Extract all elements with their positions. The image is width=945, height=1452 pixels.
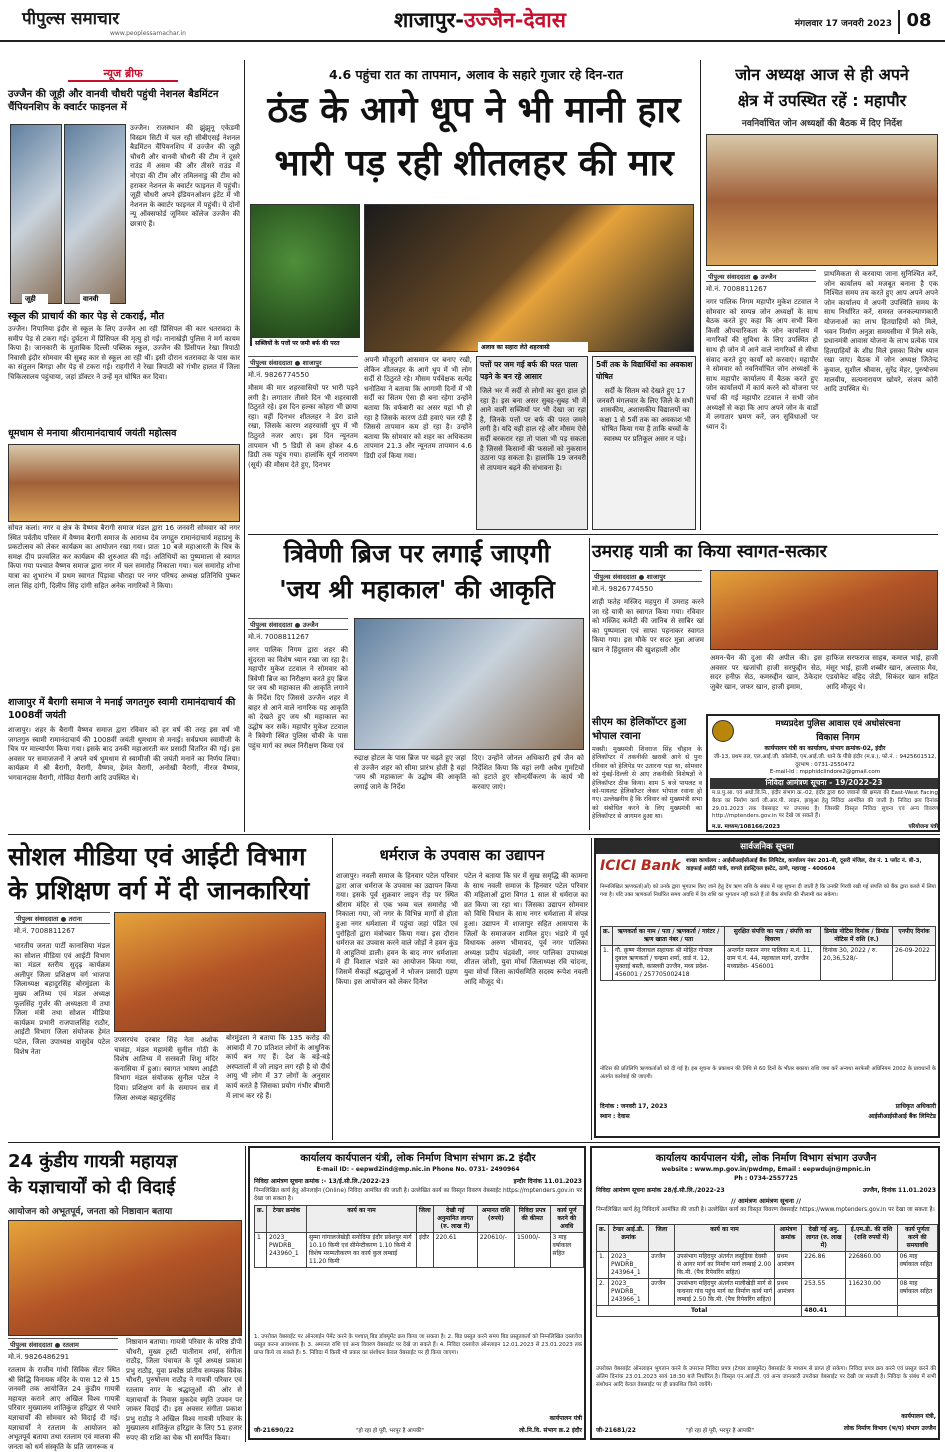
indore-tender-date: इन्दौर दिनांक 11.01.2023: [513, 1178, 582, 1185]
ujjain-tender-table: [596, 1224, 938, 1317]
icici-cell: 1.: [601, 946, 613, 981]
zone-subhead: नवनिर्वाचित जोन अध्यक्षों की बैठक में दिए निर्देश: [741, 119, 903, 129]
social-body-col2: उपसरपंच दरबार सिंह नेता अशोक चावड़ा, मंडल महामंत्री सुनील गोठी के विशेष आतिथ्य में सरस्वती शिशु मंदिर कनासिया में हुआ। स्वागत भाषण आईटी विभाग मंडल संयोजक सुनील पटेल ने दिया। प्रशिक्षण वर्ग के समापन सत्र में जिला अध्यक्ष बहादुरसिंह: [114, 1036, 218, 1102]
table-row: [255, 1233, 584, 1268]
ujjain-cell: 06 माह वर्षाकाल सहित: [897, 1252, 937, 1279]
ujjain-tender-table-wrap: [596, 1224, 938, 1364]
section-title-main: शाजापुर-: [394, 8, 464, 32]
brief-label: न्यूज ब्रीफ: [68, 66, 178, 82]
indore-tender-intro: निम्नलिखित कार्य हेतु ऑनलाईन (Online) निविदा आमंत्रित की जाती है। उल्लेखित कार्य का विस्तृत विवरण वेबसाईट https://mptenders.gov.in पर देखा जा सकता है।: [254, 1188, 582, 1202]
indore-tender-footer-mid: "हो रहा हो पूरी, भरपूर है आपकी": [355, 1428, 425, 1434]
indore-cell: 3 माह वर्षाकाल सहित: [550, 1233, 584, 1268]
divider-gayatri-right: [245, 1146, 246, 1442]
icici-header-cell: सुरक्षित संपत्ति का पता / संपत्ति का विवरण: [725, 927, 821, 946]
triveni-body-col2: रुद्राक्ष होटल के पास ब्रिज पर चढ़ते हुए जहां से उज्जैन शहर को सीमा प्रारंभ होती है वहां 'जय श्री महाकाल' के उद्घोष की आकृति लगाई जाने के निर्देश: [354, 754, 466, 791]
icici-public-notice: [594, 838, 940, 1138]
ujjain-cell: 226860.00: [846, 1252, 897, 1279]
gayatri-mobile: मो.नं. 9826486291: [8, 1353, 70, 1361]
badminton-photo-2: [64, 124, 126, 304]
icici-date: दिनांक : जनवरी 17, 2023: [600, 1103, 668, 1110]
icici-logo: ICICI Bank: [600, 858, 681, 874]
lead-kicker: 4.6 पहुंचा रात का तापमान, अलाव के सहारे गुजार रहे दिन-रात: [329, 67, 623, 82]
ujjain-total-empty: [846, 1306, 897, 1317]
lead-headline-1: ठंड के आगे धूप ने भी मानी हार: [267, 90, 681, 131]
helicopter-story: [592, 716, 702, 830]
indore-cell: 1: [255, 1233, 267, 1268]
icici-body: निम्नलिखित ऋणकर्ता(ओं) को उनके द्वारा भुगतान किए जाने हेतु देय ऋण राशि के संबंध में यह सूचना दी जाती है कि उनकी गिरवी रखी गई संपत्ति को बैंक द्वारा कब्जे में लिया गया है। यदि उक्त ऋणकर्ता निर्धारित समय अवधि में देय राशि का भुगतान नहीं करते हैं तो बैंक संपत्ति की नीलामी कर सकेगा।: [600, 884, 936, 898]
ujjain-cell: 2023_ PWDRB_ 243966_1: [609, 1279, 649, 1306]
indore-cell: इंदौर: [417, 1233, 434, 1268]
icici-cell: गौ. क़ृष्ण नीलाचल सहायक श्री मोहित गोपाल दुबाल ऋणकर्ता / चन्द्रमा शर्मा, वार्ड नं. 12, सुक्ताई बस्ती, कास्लवी उज्जैन, मध्य प्रदेश- 456001 / 257705002418: [613, 946, 725, 981]
paper-website: www.peoplessamachar.in: [110, 30, 186, 37]
brief-item1-body: उज्जैन। राजस्थान की झुंझुनू एकेडमी विस्डम सिटी में चल रही सीबीएसई नेशनल बैडमिंटन चैंपियनशिप में उज्जैन की जूही चौधरी और वानवी चौधरी की टीम ने दूसरे राउंड में असम की और तीसरे राउंड में नोएडा की टीम और तमिलनाडु की टीम को हराकर नेशनल के क्वार्टर फाइनल में पहुंची। जूही चौधरी अपने इंडियनओशन इंटेंट में भी नेशनल के क्वार्टर फाइनल में पहुंची। ये दोनों न्यू ऑक्सफोर्ड जूनियर कॉलेज उज्जैन की छात्राएं हैं।: [130, 124, 240, 228]
triveni-bridge-photo: [354, 618, 584, 750]
school-holiday-infobox: [592, 356, 696, 530]
indore-header-cell: टेन्डर क्रमांक: [267, 1206, 307, 1233]
indore-cell: 220610/-: [477, 1233, 514, 1268]
icici-table-header: [601, 927, 936, 946]
ujjain-cell: 253.55: [802, 1279, 846, 1306]
ujjain-cell: 08 माह वर्षाकाल सहित: [897, 1279, 937, 1306]
indore-tender-footer-right: लो.नि.वि. संभाग क्र.2 इंदौर: [519, 1427, 582, 1434]
icici-table: [600, 926, 936, 981]
ujjain-tender-subtitle: // आमंत्रण आमंत्रण सूचना //: [731, 1197, 801, 1205]
police-ad-office: कार्यपालन यंत्री का कार्यालय, संभाग क्रमांक-02, इंदौर: [764, 745, 886, 752]
icici-header-cell: ऋणकर्ता का नाम / पता / ऋणकर्ता / गारंटर / ऋण खाता नंबर / पता: [613, 927, 725, 946]
school-holiday-headline: 5वीं तक के विद्यार्थियों का अवकाश घोषित: [596, 360, 693, 381]
icici-banner: सार्वजनिक सूचना: [596, 840, 938, 854]
divider-lead-bottom: [248, 534, 938, 535]
gayatri-headline-1: 24 कुंडीय गायत्री महायज्ञ: [8, 1151, 178, 1172]
ujjain-cell: प्रथम आमंत्रण: [775, 1252, 802, 1279]
social-body-col1: भारतीय जनता पार्टी कानासिया मंडल का सोशल मीडिया एवं आईटी विभाग का मंडल स्तरीय सुदृढ़ कार्यक्रम अलीपुर जिला प्रशिक्षण वर्ग भाजपा जिलाध्यक्ष बहादुरसिंह बोरमुंडला के मुख्य अतिथ्य एवं मंडल अध्यक्ष फूलसिंह गुर्जर की अध्यक्षता में तथा जिला मंत्री तथा सोशल मीडिया कार्यक्रम प्रभारी राजपालसिंह राठौर, आईटी विभाग जिला संयोजक हेमंत पटेल, जिला उपाध्यक्ष वासुदेव पटेल विशेष नेता: [14, 942, 110, 1056]
ujjain-total-label: Total: [597, 1306, 802, 1317]
umrah-photo: [710, 570, 938, 650]
indore-tender-footer-left: जी-21690/22: [254, 1427, 294, 1434]
lead-byline: पीपुल्स संवाददाता ● शाजापुर: [248, 356, 358, 368]
police-ad-footer-left: म.प्र. माध्यम/108166/2023: [712, 824, 781, 830]
table-row: [601, 946, 936, 981]
ujjain-cell: 1.: [597, 1252, 609, 1279]
paper-logo: पीपुल्स समाचार: [22, 9, 120, 29]
gayatri-body-col2: निष्ठावान बताया। गायत्री परिवार के वरिष्ठ डीपी चौधरी, मुख्य ट्रस्टी पातीराम शर्मा, संगीता राठौड़, जिला पंचायत के पूर्व अध्यक्ष प्रकाश प्रभु राठौड़, युवा प्रकोष्ठ प्रांतीय सम्पन्नक विवेक चौधरी, पुरुषोत्तम राठौड़ ने गायत्री परिवार एवं रतलाम नगर के श्रद्धालुओं की ओर से यज्ञाचार्यों के निवास मुकदेव स्मृति उपवन पर जाकर विदाई दी। इस अवसर संगीता प्रकाश प्रभु राठौड़ ने अखिल विश्व गायत्री परिवार के मुख्यालय शांतिकुंज हरिद्वार के लिए 51 हजार रुपए की राशि का चेक भी समर्पित किया।: [126, 1338, 242, 1442]
indore-header-cell: देखी गई अनुमानित लागत (रु. लाख में): [433, 1206, 477, 1233]
police-ad-notice: निविदा आमंत्रण सूचना - 19/2022-23: [710, 778, 938, 789]
indore-cell: 220.61: [433, 1233, 477, 1268]
zone-mobile: मो.नं. 7008811267: [706, 285, 768, 293]
social-body-col3: बोरमुंडला ने बताया कि 135 करोड़ की आबादी में 70 प्रतिशत लोगों के आधुनिक कार्य बन गए हैं। देश के बड़े-बड़े अस्पतालों में जो लाइन लग रही है वो दीर्घ आयु भी लोग में 37 लोगों के अनुसार कार्य करते है जिसका प्रयोग गंभीर बीमारी में लाभ कर रहे हैं।: [226, 1034, 330, 1100]
icici-header-cell: डिमांड नोटिस दिनांक / डिमांड नोटिस में राशि (रु.): [821, 927, 893, 946]
ujjain-tender-date: उज्जैन, दिनांक 11.01.2023: [862, 1187, 936, 1194]
icici-header-cell: एनपीए दिनांक: [893, 927, 936, 946]
school-holiday-body: सर्दी के सितम को देखते हुए 17 जनवरी मंगलवार के लिए जिले के सभी शासकीय, अशासकीय विद्यालयों का कक्षा 1 से 5वीं तक का अवकाश भी घोषित किया गया है ताकि बच्चों के स्वास्थ्य पर प्रतिकूल असर न पड़े।: [596, 387, 694, 443]
ujjain-header-cell: देखी गई अनु. लागत (रु. लाख में): [802, 1225, 846, 1252]
indore-cell: 15000/-: [515, 1233, 551, 1268]
indore-tender-title: कार्यालय कार्यपालन यंत्री, लोक निर्माण विभाग संभाग क्र.2 इंदौर: [300, 1153, 536, 1164]
masthead: [0, 0, 945, 42]
social-headline-2: के प्रशिक्षण वर्ग में दी जानकारियां: [8, 876, 310, 905]
brief-item4-headline: शाजापुर में बैरागी समाज ने मनाई जगतगुरु स्वामी रामानंदाचार्य की 1008वीं जयंती: [8, 697, 236, 721]
section-title-red: उज्जैन-देवास: [463, 8, 566, 32]
indore-tender-table: [254, 1205, 584, 1268]
social-event-photo: [114, 912, 326, 1032]
ujjain-tender-footer-mid: "हो रहा हो पूरी, भरपूर है आपकी": [685, 1428, 755, 1434]
issue-date: मंगलवार 17 जनवरी 2023: [794, 19, 892, 29]
icici-table-wrap: [600, 926, 936, 1064]
icici-cell: अन्तर्गत मकान नगर पालिका म.नं. 11, ग्राम पं.नं. 44, महाकाल मार्ग, उज्जैन मध्यप्रदेश- 456001: [725, 946, 821, 981]
ujjain-tender-phone: Ph : 0734-2557725: [734, 1175, 798, 1182]
divider-lead-right: [700, 60, 701, 530]
icici-signatory: प्राधिकृत अधिकारी: [895, 1103, 936, 1110]
gayatri-story: [8, 1146, 242, 1451]
police-ad-email: E-mail-Id : mpphidclindore2@gmail.com: [769, 769, 881, 775]
table-row: [597, 1306, 938, 1317]
ujjain-tender-ref: निविदा आमंत्रण सूचना क्रमांक 28/ई.सी.लि./2022-23: [596, 1187, 725, 1194]
lead-headline-2: भारी पड़ रही शीतलहर की मार: [274, 143, 674, 184]
ujjain-header-cell: कार्य पूर्णता करने की समयावधि: [897, 1225, 937, 1252]
lead-body-col1: मौसम की मार शहरवासियों पर भारी पड़ने लगी है। लगातार तीसरे दिन भी शहरवासी ठिठुरते रहे। इस दिन हल्का कोहरा भी छाया रहा। वहीं दिनभर शीतलहर ने डेरा डाले रखा, जिसके कारण शहरवासी धूप में भी ठिठुरते नजर आए। इस दिन न्यूनतम तापमान भी 5 डिग्री से कम होकर 4.6 डिग्री तक पहुंच गया। हालांकि सूर्य नारायण (सूर्य) की मौसम देते हुए, दिनभर: [248, 384, 358, 469]
ujjain-cell: उज्जैन: [649, 1279, 675, 1306]
divider-left: [244, 60, 245, 832]
ujjain-header-cell: क्र.: [597, 1225, 609, 1252]
ujjain-cell: 226.86: [802, 1252, 846, 1279]
police-emblem-icon: [712, 720, 734, 742]
icici-cell: दिनांक 30, 2022 / रु. 20,36,528/-: [821, 946, 893, 981]
table-row: [597, 1252, 938, 1279]
zone-headline-1: जोन अध्यक्ष आज से ही अपने: [735, 65, 909, 84]
triveni-byline: पीपुल्स संवाददाता ● उज्जैन: [248, 618, 348, 630]
ujjain-header-cell: आमंत्रण क्रमांक: [775, 1225, 802, 1252]
triveni-story: [248, 538, 586, 828]
news-brief: [8, 66, 240, 831]
zone-meeting-photo: [706, 134, 938, 266]
indore-tender-table-wrap: [254, 1205, 584, 1331]
indore-header-cell: जिला: [417, 1206, 434, 1233]
ujjain-table-header: [597, 1225, 938, 1252]
umrah-story: [592, 538, 940, 714]
lead-body-col2: अपनी मौजूदगी आसमान पर बनाए रखी, लेकिन शीतलहर के आगे धूप में भी लोग सर्दी से ठिठुरते रहे। मौसम पर्यवेक्षक सत्येंद्र धनोतिया ने बताया कि आगामी दिनों में भी सर्दी का सितम ऐसा ही बना रहेगा उन्होंने बताया कि वर्फबारी का असर यहां भी हो रहा है जिसके कारण ठंडी हवाएं चल रही हैं जिससे तापमान कम हो रहा है। उन्होंने बताया कि सोमवार को शहर का अधिकतम तापमान 21.3 और न्यूनतम तापमान 4.6 डिग्री दर्ज किया गया।: [364, 356, 472, 460]
icici-signatory-2: आईसीआईसीआई बैंक लिमिटेड: [868, 1113, 936, 1120]
indore-tender-notes: 1. उपरोक्त वेबसाईट पर ऑनलाईन पेमेंट करने के पश्चात् बिड डॉक्यूमेंट क्रय किया जा सकता है। 2. बिड प्रस्तुत करने समय बिड प्रस्तुतकर्ता को निम्नलिखित दस्तावेज प्रस्तुत करना आवश्यक है। 3. अमानत राशि एवं अन्य विवरण वेबसाईट पर देखे जा सकते हैं। 4. निविदा दस्तावेज ऑनलाइन 12.01.2023 से 23.01.2023 तक प्राप्त किये जा सकते हैं। 5. निविदा में किसी भी प्रकार का संशोधन केवल वेबसाईट पर ही किया जाएगा।: [254, 1334, 582, 1356]
divider-mid: [8, 834, 940, 835]
gayatri-photo: [8, 1220, 242, 1336]
dharmaraj-body-col2: पटेल ने बताया कि घर में सुख समृद्धि की कामना के साथ नवली समाज के हिनवार पटेल परिवार की महिलाओं द्वारा विगत 1 साल से धर्मराज का व्रत किया जा रहा था। जिसका उद्यापन सोमवार को विधि विधान के साथ नगर धर्मशाला में संपन्न हुआ। उद्यापन में शाजापुर सहित आसपास के जिलों के समाजजन शामिल हुए। भंडारे में पूर्व विधायक अरुण भीमावद, पूर्व नगर पालिका अध्यक्ष प्रदीप चंद्रवंशी, नगर पालिका उपाध्यक्ष शीतल जोशी, युवा मोर्चा जिलाध्यक्ष रवि चांदना, युवा मोर्चा जिला कार्यसमिति सदस्य रूपेश नवली आदि मौजूद थे।: [464, 872, 588, 986]
gayatri-headline-2: के यज्ञाचार्यों को दी विदाई: [8, 1177, 176, 1198]
social-mobile: मो.नं. 7008811267: [14, 927, 76, 935]
indore-header-cell: अमानत राशि (रुपये): [477, 1206, 514, 1233]
indore-tender-signatory: कार्यपालन यंत्री: [549, 1415, 582, 1422]
ujjain-tender-website: website : www.mp.gov.in/pwdmp, Email : eepwdujn@mpnic.in: [661, 1166, 871, 1173]
dharmaraj-story: [336, 838, 588, 1138]
triveni-headline-1: त्रिवेणी ब्रिज पर लगाई जाएगी: [283, 539, 551, 568]
helicopter-body: मक्सी। मुख्यमंत्री शिवराज सिंह चौहान के हेलिकॉप्टर में तकनीकी खराबी आने से पुनः रविवार को हेलिपेड पर उतारना पड़ा था, सोमवार को मुंबई-दिल्ली से आए तकनीकी विशेषज्ञों ने हेलिकॉप्टर ठीक किया। शाम 5 बजे पायलट व को-पायलट हेलिकॉप्टर लेकर भोपाल रवाना हो गए। उल्लेखनीय है कि रविवार को मुख्यमंत्री सभा को संबोधित करने के लिए मुख्यमंत्री का हेलिकॉप्टर से आगमन हुआ था।: [592, 746, 702, 821]
gayatri-body-col1: रतलाम के राजीव गांधी सिविक सेंटर स्थित श्री सिद्धि विनायक मंदिर के पास 12 से 15 जनवरी तक आयोजित 24 कुंडीय गायत्री महायज्ञ कराने आए अखिल विश्व गायत्री परिवार मुख्यालय शांतिकुंज हरिद्वार से पधारे यज्ञाचार्यों की सोमवार को विदाई दी गई। यज्ञाचार्यों ने रतलाम के आयोजन को अभूतपूर्व बताया तथा रतलाम एवं मालवा की जनता को धर्म संस्कृति के प्रति जागरूक व: [8, 1366, 120, 1451]
ujjain-cell: 2023_ PWDRB_ 243964_1: [609, 1252, 649, 1279]
table-row: [597, 1279, 938, 1306]
frost-infobox: [476, 356, 588, 530]
ujjain-tender-notes: उपरोक्त वेबसाईट ऑनलाइन भुगतान करने के उपरान्त निविदा प्रपत्र (टेण्डर डाक्यूमेंट) वेबसाईट के माध्यम से प्राप्त हो सकेगा। निविदा प्रपत्र क्रय करने एवं प्रस्तुत करने की अंतिम दिनांक 23.01.2023 सायं 18:30 बजे निर्धारित है। विस्तृत एन.आई.टी. एवं अन्य जानकारी उपरोक्त वेबसाईट पर देखी जा सकती है। निविदा के संबंध में सभी संशोधन आदि केवल वेबसाईट पर ही प्रकाशित किये जायेंगे।: [596, 1366, 936, 1388]
ujjain-cell: 2.: [597, 1279, 609, 1306]
divider-social-right: [332, 838, 333, 1140]
police-ad-title-1: मध्यप्रदेश पुलिस आवास एवं अधोसंरचना: [775, 719, 901, 729]
umrah-mobile: मो.नं. 9826774550: [592, 585, 654, 593]
umrah-body-col2: अमन-चैन की दुआ की अपील की। इस अवसर पर खजांची हाजी सरफुद्दीन सेठ, सदर हनीफ़ सेठ, कमरुद्दीन खान, ठेकेदार जुबेर खान, जफर खान, हाजी इमाम,: [710, 654, 822, 691]
dharmaraj-headline: धर्मराज के उपवास का उद्यापन: [379, 846, 545, 864]
zone-story: [704, 62, 940, 532]
umrah-body-col1: शाही फतेह मस्जिद महपुरा में उमराह करने जा रहे यात्री का स्वागत किया गया। रविवार को मस्जिद कमेटी की जानिब से साबिर खां का पुष्पमाला एवं साफा पहनाकर स्वागत किया गया। इस मौके पर सदर मुन्ना आजम खान ने हिंदुस्तान की खुशहाली और: [592, 598, 704, 654]
gayatri-subhead: आयोजन को अभूतपूर्व, जनता को निष्ठावान बताया: [8, 1207, 173, 1217]
helicopter-headline: सीएम का हेलिकॉप्टर हुआ भोपाल रवाना: [592, 717, 687, 742]
social-byline: पीपुल्स संवाददाता ● तराना: [14, 912, 110, 924]
ujjain-header-cell: टेन्डर आई.डी. क्रमांक: [609, 1225, 649, 1252]
indore-table-header: [255, 1206, 584, 1233]
brief-item2-headline: स्कूल की प्राचार्य की कार पेड़ से टकराई, मौत: [8, 311, 165, 322]
social-headline-1: सोशल मीडिया एवं आईटी विभाग: [8, 842, 306, 871]
ujjain-header-cell: जिला: [649, 1225, 675, 1252]
divider-triveni-right: [589, 538, 590, 830]
indore-header-cell: कार्य पूर्ण करने की अवधि: [550, 1206, 584, 1233]
ujjain-cell: 116230.00: [846, 1279, 897, 1306]
section-title: [394, 6, 634, 36]
ujjain-tender-signatory-2: लोक निर्माण विभाग (भ/प) संभाग उज्जैन: [843, 1425, 936, 1432]
police-ad-footer-right: परियोजना यंत्री: [908, 824, 938, 830]
triveni-body-col3: दिए। उन्होंने जोनल अधिकारी हर्ष जैन को निर्देशित किया कि यहां लगी अवैध गुमटियों को हटाते हुए सौन्दर्यीकरण के कार्य भी करवाए जाएं।: [472, 754, 584, 791]
frost-leaves-photo: [250, 204, 360, 346]
ujjain-header-cell: कार्य का नाम: [675, 1225, 775, 1252]
indore-header-cell: निविदा प्रपत्र की कीमत: [515, 1206, 551, 1233]
icici-place: स्थान : देवास: [600, 1113, 630, 1120]
brief-item3-headline: धूमधाम से मनाया श्रीरामानंदाचार्य जयंती महोत्सव: [8, 428, 177, 439]
badminton-photo-1: [10, 124, 62, 304]
frost-leaves-caption: सब्जियों के पत्तों पर जमी बर्फ की परत: [252, 338, 360, 348]
ujjain-cell: उपसंभाग महिदपुर अंतर्गत लसूड़िया देवसी से आगर मार्ग का निर्माण मार्ग लम्बाई 2.00 कि.मी. (पैच रिपेयरिंग सहित): [675, 1252, 775, 1279]
lead-story: [248, 62, 698, 532]
zone-body-col2: प्राथमिकता से करवाया जाना सुनिश्चित करें, जोन कार्यालय को मजबूत बनाना है एक निश्चित समय तय करते हुए आप अपने अपने जोन कार्यालय में अपनी उपस्थिति समय के साथ निर्धारित करें, समस्त जनकल्याणकारी योजनाओं का लाभ हितग्राहियों को मिले, भवन निर्माण अनुज्ञा समयसीमा में मिले सके, प्रधानमंत्री आवास योजना के लाभ प्रत्येक पात्र हितग्राहियों के शीघ्र मिले इसका विशेष ध्यान रखा जाए। बैठक में जोन अध्यक्ष जितेन्द्र कुवाल, सुशील श्रीवास, सुरेंद्र मेहर, पुरुषोत्तम मालवीय, सत्यनारायण खोयरे, संजय कोरी आदि उपस्थित थे।: [824, 270, 938, 394]
brief-item3-body: सोयत कलां। नगर व क्षेत्र के वैष्णव बैरागी समाज मंडल द्वारा 16 जनवरी सोमवार को नगर स्थित पर्वतीय परिसर में वैष्णव बैरागी समाज के आराध्य देव जगद्गुरु रामानंदाचार्य महाप्रभु के प्रकटोत्सव को लेकर कार्यक्रम का आयोजन रखा गया। प्रातः 10 बजे महाआरती के चित्र के समक्ष दीप प्रज्वलित कर कार्यक्रम की शुरुआत की गई। अतिथियों का पुष्पमाला से स्वागत किया गया पश्चात वैष्णव समाज द्वारा नगर में चल समारोह निकाला गया। चल समारोह शोभा यात्रा का शुभारंभ में प्रथम स्वागत पिड़ावा चौराहा पर नगर परिषद अध्यक्ष प्रतिनिधि पुष्कर लाल सिंह दांगी, दिलीप सिंह दांगी सहित अनेक नागरिकों ने किया।: [8, 524, 240, 590]
indore-cell: सुम्मा गांगालजेखेड़ी सनोदिया इंदौर प्रवेशपुर मार्ग 10.10 किमी एवं सीमेन्टीकरण 1.10 किमी में विशेष मरम्मतीकरण का कार्य कुल लम्बाई 11.20 किमी: [307, 1233, 417, 1268]
indore-tender-ref: निविदा आमंत्रण सूचना क्रमांक :- 13/ई.सी.लि./2022-23: [254, 1178, 390, 1185]
triveni-headline-2: 'जय श्री महाकाल' की आकृति: [279, 575, 555, 604]
ujjain-cell: प्रथम आमंत्रण: [775, 1279, 802, 1306]
triveni-mobile: मो.नं. 7008811267: [248, 633, 310, 641]
ujjain-header-cell: ई.एम.डी. की राशि (राशि रुपयों में): [846, 1225, 897, 1252]
lead-mobile: मो.नं. 9826774550: [248, 371, 310, 379]
icici-cell: 26-09-2022: [893, 946, 936, 981]
ujjain-total-empty: [897, 1306, 937, 1317]
ujjain-tender-title: कार्यालय कार्यपालन यंत्री, लोक निर्माण विभाग संभाग उज्जैन: [655, 1153, 877, 1164]
icici-footer: नोटिस की प्रतिलिपि ऋणकर्ताओं को दी गई है। इस सूचना के प्रकाशन की तिथि से 60 दिनों के भीतर बकाया राशि जमा करें अन्यथा सरफेसी अधिनियम 2002 के प्रावधानों के अंतर्गत कार्रवाई की जाएगी।: [600, 1066, 936, 1080]
brief-item1-headline: उज्जैन की जूही और वानवी चौधरी पहुंची नेशनल बैडमिंटन चैंपियनशिप के क्वार्टर फाइनल में: [8, 89, 219, 113]
ujjain-tender-signatory: कार्यपालन यंत्री,: [901, 1413, 936, 1420]
ujjain-pwd-tender: [590, 1146, 940, 1440]
indore-tender-email: E-mail ID: - eepwd2ind@mp.nic.in Phone No. 0731- 2490964: [316, 1166, 520, 1173]
police-ad-address: जी-13, प्रथम तल, एल.आई.जी. कॉलोनी, एम.आई.जी. थाने के पीछे इंदौर (म.प्र.), फो.नं. : 9425601512, दूरभाष : 0731-2550472: [713, 754, 937, 768]
bonfire-photo: [364, 204, 694, 352]
umrah-byline: पीपुल्स संवाददाता ● शाजापुर: [592, 570, 702, 582]
zone-byline: पीपुल्स संवाददाता ● उज्जैन: [706, 270, 816, 282]
zone-body-col1: नगर पालिक निगम महापौर मुकेश टटवाल ने सोमवार को सम्पन्न जोन अध्यक्षों के साथ बैठक करते हुए कहा कि आप सभी बिना किसी औपचारिकता के जोन कार्यालय में नागरिकों की सुविधा के लिए उपस्थित हो साथ ही जोन में आने वाले नागरिकों से सीधा संवाद करते हुए कार्यों को करवाएं। महापौर ने सोमवार को नवनिर्वाचित जोन अध्यक्षों के साथ महापौर कार्यालय में बैठक करते हुए जोन कार्यालयों में कार्य करने को योजना पर चर्चा की गई महापौर टटवाल ने सभी जोन अध्यक्षों से कहा कि आप अपने जोन के वार्डों में लगातार भ्रमण करें, जन सुविधाओं पर ध्यान दें।: [706, 298, 818, 431]
dharmaraj-body-col1: शाजापुर। नवली समाज के हिनवार पटेल परिवार द्वारा आज धर्मराज के उपवास का उद्यापन किया गया। इसके पूर्व शुक्रवार लाइन रोड़ पर स्थित श्रीराम मंदिर से एक भव्य चल समारोह भी निकाला गया, जो नगर के विभिन्न मार्गों से होता हुआ नगर धर्मशाला में पहुंचा जहां पंडित एवं पुरोहितों द्वारा मंत्रोच्चार किया गया। इस दौरान धर्मराज का उपवास करने वाले जोड़ों ने हवन कुंड में आहुतियां डाली। हवन के बाद नगर धर्मशाला में ही विशाल भंडारे का आयोजन किया गया, जिसमें सैकड़ों श्रद्धालुओं ने भोजन प्रसादी ग्रहण किया। इस आयोजन को लेकर दिनेश: [336, 872, 458, 986]
police-housing-ad: [706, 714, 940, 832]
gayatri-byline: पीपुल्स संवाददाता ● रतलाम: [8, 1338, 118, 1350]
indore-header-cell: क्र.: [255, 1206, 267, 1233]
indore-pwd-tender: [248, 1146, 586, 1440]
divider-lower: [8, 1142, 940, 1143]
ujjain-cell: उपसंभाग महिदपुर अंतर्गत मालीखेड़ी मार्ग से कचनार गांव पहुंच मार्ग का निर्माण कार्य मार्ग लम्बाई 2.50 कि.मी. (पैच रिपेयरिंग सहित): [675, 1279, 775, 1306]
frost-infobox-headline: पत्तों पर जम गई बर्फ की परत पाला पड़ने के बन रहे आसार: [480, 360, 578, 381]
frost-infobox-body: जिले भर में सर्दी से लोगों का बुरा हाल हो रहा है। इस बना असर सुबह-सुबह भी में आने वाली सब्जियों पर भी देखा जा रहा है, जिनके पत्तों पर बर्फ की परत जमने लगी है। यदि यही हाल रहे और मौसम ऐसे सर्दी बरकरार रहा तो पाला भी पड़ सकता है जिससे किसानों की फसलों को नुकसान उठाना पड़ सकता है। हालांकि 19 जनवरी से तापमान बढ़ने की संभावना है।: [480, 387, 586, 472]
umrah-headline: उमराह यात्री का किया स्वागत-सत्कार: [592, 542, 827, 562]
triveni-body-col1: नगर पालिक निगम द्वारा शहर की सुंदरता का विशेष ध्यान रखा जा रहा है। महापौर मुकेश टटवाल ने सोमवार को त्रिवेणी ब्रिज का निरीक्षण करते हुए ब्रिज पर जय श्री महाकाल की आकृति लगाने के निर्देश दिए जिससे उज्जैन शहर में बाहर से आने वाले नागरिक यह आकृति को देखते हुए जय श्री महाकाल का उद्घोष कर सकें। महापौर मुकेश टटवाल ने त्रिवेणी स्थित पुलिस चौकी के पास पहुंच मार्ग का स्थल निरीक्षण किया एवं: [248, 646, 348, 750]
ujjain-total-value: 480.41: [802, 1306, 846, 1317]
page-number: 08: [898, 10, 938, 34]
icici-header-cell: क्र.: [601, 927, 613, 946]
indore-header-cell: कार्य का नाम: [307, 1206, 417, 1233]
police-ad-body: म.प्र.पु.आ. एवं अधो.वि.नि., इंदौर संभाग क्र.-02, इंदौर द्वारा 60 जवानों की क्षमता की East-West Facing बैरक का निर्माण कार्य जी.आर.पी. लाइन, झाबुआ हेतु निविदा आमंत्रित की जाती है। निविदा क्रय दिनांक 29.01.2023 तक वेबसाइट पर उपलब्ध है। जिसकी विस्तृत निविदा सूचना एवं अन्य विवरण http://mptenders.gov.in पर देखे जा सकते हैं।: [712, 790, 938, 820]
divider-dharmaraj-right: [591, 838, 592, 1140]
jayanti-photo: [8, 444, 240, 522]
icici-office: शाखा कार्यालय : आईसीआईसीआई बैंक लिमिटेड, कार्यालय नंबर 201-बी, दूसरी मंजिल, रोड नं. 1 प्लॉट नं. बी-3, वाइफाई आईटी पार्क, वागले इंडस्ट्रियल इस्टेट, ठाणे, महाराष्ट्र - 400604: [686, 858, 922, 872]
caption-juhi: जूही: [22, 294, 48, 304]
caption-vanvi: वानवी: [80, 294, 110, 304]
brief-item4-body: शाजापुर। शहर के बैरागी वैष्णव समाज द्वारा रविवार को हर वर्ष की तरह इस वर्ष भी जगतगुरु स्वामी रामानंदाचार्य की 1008वीं जयंती धूमधाम से मनाई। सर्वप्रथम स्वामीजी के चित्र पर माल्यार्पण किया गया। इसके बाद उनकी महाआरती कर प्रसादी वितरित की गई। इस अवसर पर समाजजनों ने अपने वर्ष धूमधाम से स्वामीजी की जयंती मनाने का निर्णय लिया। कार्यक्रम में श्री बैरागी, वैरागी, वैष्णव, हेमंत वैरागी, अनोखी वैरागी, नीरज वैष्णव, भगवानदास वैरागी, गोविंदा वैरागी आदि उपस्थित थे।: [8, 726, 240, 782]
police-ad-title-2: विकास निगम: [816, 733, 860, 743]
ujjain-tender-footer-left: जी-21681/22: [596, 1427, 636, 1434]
umrah-body-col3: हाफिज सरफराज साहब, कमाल भाई, हाजी मंसूर भाई, हाजी शब्बीर खान, अल्ताफ़ मैव, एडवोकेट वहिद जेडी, सिकंदर खान सहित आदि मौजूद थे।: [826, 654, 938, 691]
bonfire-caption: अलाव का सहारा लेते शहरवासी: [478, 342, 588, 352]
indore-cell: 2023_ PWDRB_ 243960_1: [267, 1233, 307, 1268]
ujjain-cell: उज्जैन: [649, 1252, 675, 1279]
brief-item2-body: उज्जैन। निपानिया इंदौर से स्कूल के लिए उज्जैन आ रही प्रिंसिपल की कार धतरावदा के समीप पेड़ से टकरा गई। दुर्घटना में प्रिंसिपल की मृत्यु हो गई। नानाखेड़ी पुलिस ने मर्ग कायम किया है। जानकारी के मुताबिक दिल्ली पब्लिक स्कूल, उज्जैन की प्रिंसीपल रेखा त्रिपाठी निवासी इंदौर सोमवार की सुबह कार से स्कूल आ रही थीं। इसी दौरान धतरावदा के पास कार का संतुलन बिगड़ा और पेड़ से टकरा गई। राहगीरों ने रेखा त्रिपाठी को गंभीर हालत में जिला चिकित्सालय पहुंचाया, जहां डॉक्टर ने उन्हें मृत घोषित कर दिया।: [8, 325, 240, 381]
zone-headline-2: क्षेत्र में उपस्थित रहें : महापौर: [737, 91, 907, 110]
ujjain-tender-intro: निम्नलिखित कार्य हेतु निविदायें आमंत्रित की जाती है। उल्लेखित कार्य का विस्तृत विवरण वेबसाईट https://www.mptenders.gov.in पर देखा जा सकता है।: [596, 1207, 935, 1213]
